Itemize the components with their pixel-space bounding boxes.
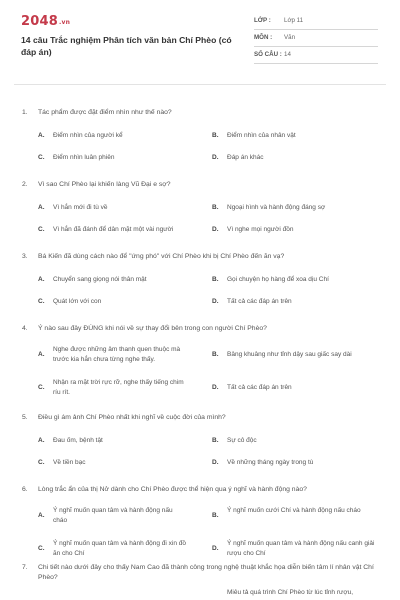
option-d[interactable] [212,383,382,393]
option-text: Vì hắn đã đánh để dân mặt một vài người [53,226,174,233]
option-text: Ý nghĩ muốn cưới Chí và hành động nấu cháo [227,507,361,514]
question-text [22,108,382,118]
option-a[interactable] [38,506,188,526]
question-number: 1. [22,109,28,116]
option-d[interactable] [212,225,382,235]
option-letter: D. [212,459,219,466]
option-a[interactable] [38,436,188,446]
option-letter: A. [38,132,45,139]
option-text: Điểm nhìn của người kể [53,132,123,139]
option-text: Điểm nhìn của nhân vật [227,132,296,139]
question-number: 4. [22,325,28,332]
question-number: 7. [22,564,28,571]
option-text: Ý nghĩ muốn quan tâm và hành động nấu cháo [53,507,173,524]
option-b[interactable] [212,131,382,141]
option-letter: B. [212,276,219,283]
option-letter: A. [38,512,45,519]
option-b[interactable] [212,203,382,213]
question-stem: Chi tiết nào dưới đây cho thấy Nam Cao đã thành công trong nghệ thuật khắc họa diễn biến tâm lí nhân vật Chí Phèo? [38,564,374,581]
question-text [22,413,382,423]
question-text [22,485,382,495]
option-text: Ngoại hình và hành động đáng sợ [227,204,326,211]
option-b[interactable] [212,275,382,285]
option-a[interactable] [38,345,188,365]
option-a[interactable] [212,588,382,598]
option-text: Tất cả các đáp án trên [227,384,292,391]
meta-value: 14 [284,51,291,58]
option-text: Về tiền bạc [53,459,86,466]
meta-key: MÔN : [254,34,273,41]
option-a[interactable] [38,275,188,285]
option-letter: B. [212,512,219,519]
question-number: 3. [22,253,28,260]
option-text: Ý nghĩ muốn quan tâm và hành động nấu canh giải rượu cho Chí [227,540,375,557]
option-text: Gọi chuyện họ hàng để xoa dịu Chí [227,276,329,283]
option-letter: B. [212,204,219,211]
option-letter: A. [38,437,45,444]
logo-suffix: .vn [58,19,71,26]
question-text [22,324,382,334]
option-letter: C. [38,154,45,161]
option-d[interactable] [212,153,382,163]
option-letter: A. [38,351,45,358]
question-stem: Vì sao Chí Phèo lại khiến làng Vũ Đại e sợ? [38,181,171,188]
option-text: Sự cô độc [227,437,257,444]
option-text: Tất cả các đáp án trên [227,298,292,305]
option-c[interactable] [38,153,188,163]
option-b[interactable] [212,350,382,360]
option-text: Bâng khuâng như tỉnh dậy sau giấc say dài [227,351,352,358]
meta-row-subject [254,30,378,47]
option-d[interactable] [212,458,382,468]
option-letter: D. [212,384,219,391]
option-text: Điểm nhìn luân phiên [53,154,115,161]
option-text: Nghe được những âm thanh quen thuộc mà trước kia hắn chưa từng nghe thấy. [53,346,181,363]
option-text: Về những tháng ngày trong tù [227,459,314,466]
question-text [22,563,382,583]
option-c[interactable] [38,225,188,235]
option-c[interactable] [38,378,188,398]
option-letter: D. [212,226,219,233]
option-b[interactable] [212,506,382,519]
option-letter: C. [38,298,45,305]
question-number: 2. [22,181,28,188]
question-stem: Ý nào sau đây ĐÚNG khi nói về sự thay đổi bên trong con người Chí Phèo? [38,325,267,332]
option-text: Đáp án khác [227,154,264,161]
option-letter: B. [212,132,219,139]
option-a[interactable] [38,203,188,213]
option-letter: B. [212,437,219,444]
question-stem: Điều gì ám ảnh Chí Phèo nhất khi nghĩ về cuộc đời của mình? [38,414,226,421]
option-text: Đau ốm, bệnh tật [53,437,103,444]
option-c[interactable] [38,297,188,307]
option-text: Vì nghe mọi người đồn [227,226,294,233]
option-text: Quát lớn với con [53,298,102,305]
option-letter: D. [212,154,219,161]
option-letter: C. [38,459,45,466]
meta-value: Văn [284,34,296,41]
meta-row-count [254,47,378,64]
header-divider [14,84,386,85]
option-d[interactable] [212,539,382,559]
option-letter: A. [38,204,45,211]
question-stem: Lòng trắc ẩn của thị Nở dành cho Chí Phèo được thể hiện qua ý nghĩ và hành động nào? [38,486,307,493]
option-c[interactable] [38,539,188,559]
page-title: 14 câu Trắc nghiệm Phân tích văn bản Chí Phèo (có đáp án) [21,35,232,57]
option-text: Chuyển sang giọng nói thân mật [53,276,147,283]
option-letter: D. [212,545,219,552]
meta-key: SỐ CÂU : [254,51,282,58]
site-logo[interactable] [21,14,70,29]
option-letter: C. [38,226,45,233]
question-stem: Tác phẩm được đặt điểm nhìn như thế nào? [38,109,172,116]
option-text: Ý nghĩ muốn quan tâm và hành động đi xin đồ ăn cho Chí [53,540,186,557]
option-text: Miêu tả quá trình Chí Phèo từ lúc tỉnh rượu, [227,589,354,596]
logo-text: 2048 [21,14,58,29]
option-letter: B. [212,351,219,358]
option-text: Vì hắn mới đi tù về [53,204,108,211]
question-text [22,180,382,190]
question-number: 5. [22,414,28,421]
option-d[interactable] [212,297,382,307]
question-text [22,252,382,262]
option-c[interactable] [38,458,188,468]
option-letter: D. [212,298,219,305]
page-header [0,0,400,72]
option-letter: A. [38,276,45,283]
option-b[interactable] [212,436,382,446]
option-a[interactable] [38,131,188,141]
meta-row-class [254,13,378,30]
meta-key: LỚP : [254,17,271,24]
question-number: 6. [22,486,28,493]
option-letter: C. [38,545,45,552]
question-stem: Bá Kiến đã dùng cách nào để "ứng phó" với Chí Phèo khi bị Chí Phèo đến ăn vạ? [38,253,285,260]
option-text: Nhận ra mặt trời rực rỡ, nghe thấy tiếng chim ríu rít. [53,379,184,396]
meta-value: Lớp 11 [284,17,304,24]
option-letter: C. [38,384,45,391]
